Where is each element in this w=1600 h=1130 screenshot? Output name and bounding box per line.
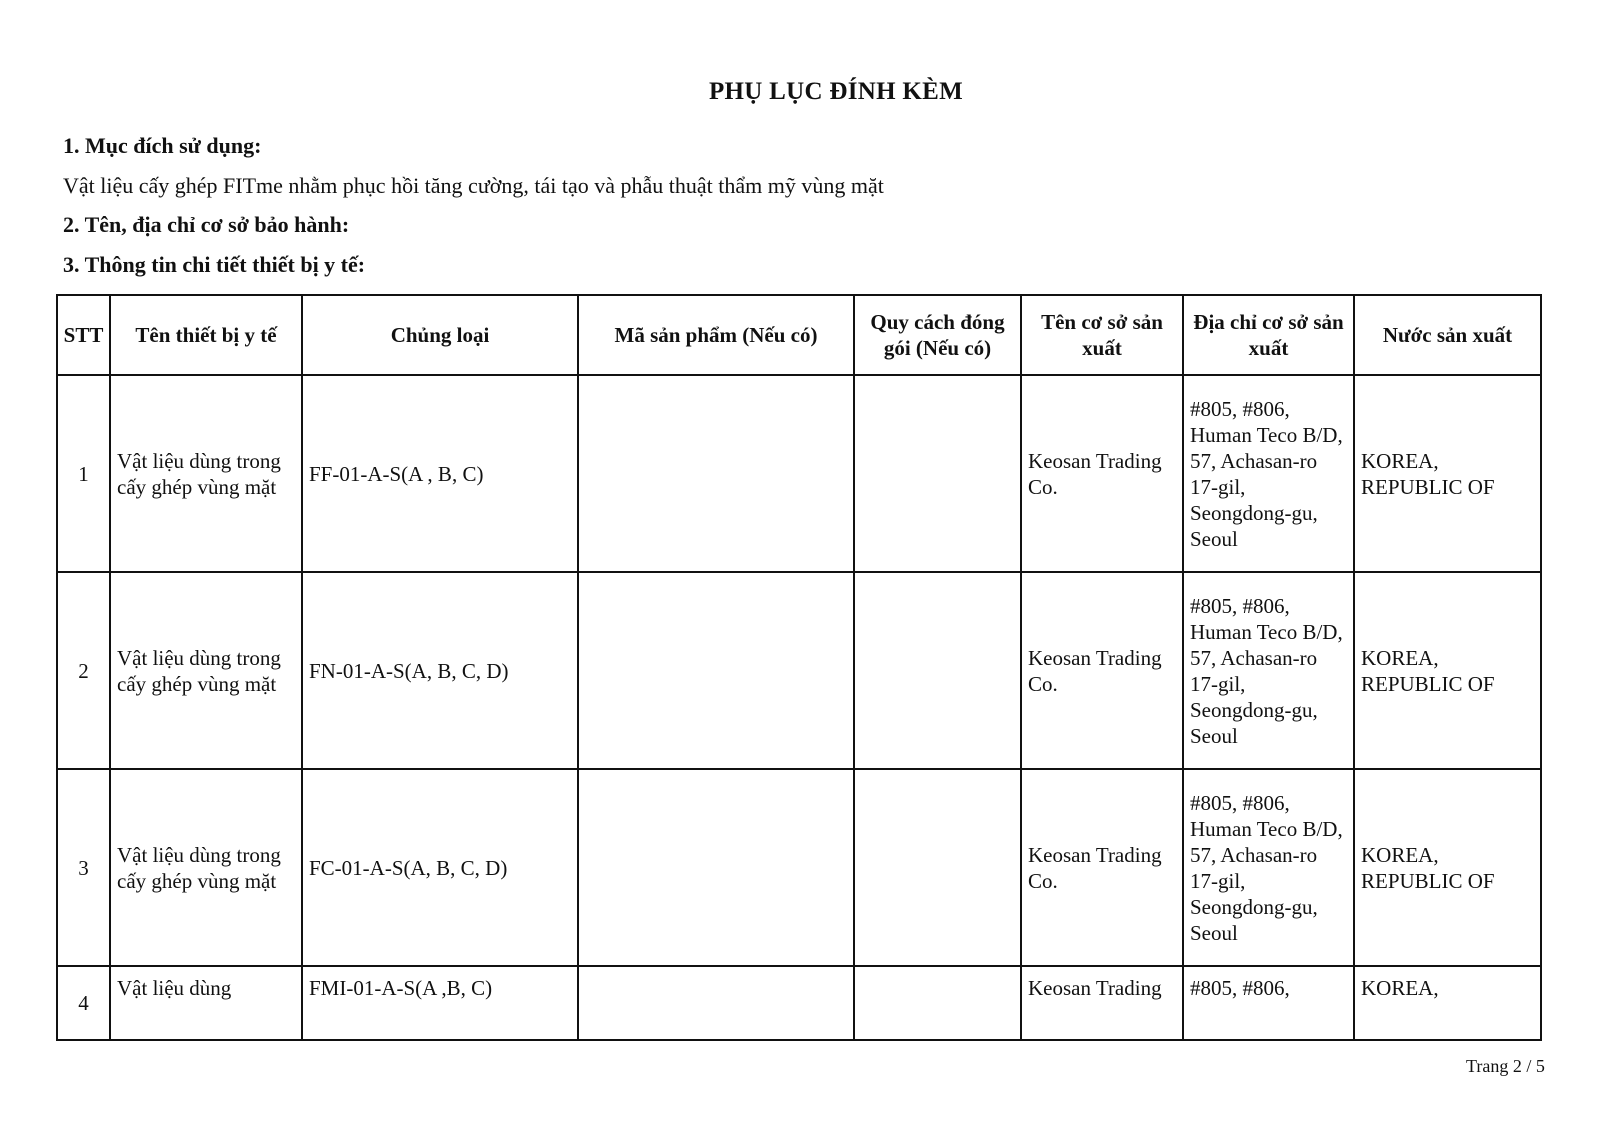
- cell-country: KOREA, REPUBLIC OF: [1354, 769, 1541, 966]
- table-row: [57, 769, 1541, 966]
- table-row: [57, 572, 1541, 769]
- cell-packaging: [854, 572, 1021, 769]
- device-table: [56, 294, 1542, 1041]
- purpose-text: Vật liệu cấy ghép FITme nhằm phục hồi tăng cường, tái tạo và phẫu thuật thẩm mỹ vùng mặt: [63, 173, 884, 198]
- cell-address: #805, #806,: [1183, 966, 1354, 1040]
- section-heading-device-details: 3. Thông tin chi tiết thiết bị y tế:: [63, 252, 366, 277]
- cell-device-name: Vật liệu dùng trong cấy ghép vùng mặt: [110, 572, 302, 769]
- cell-manufacturer: Keosan Trading Co.: [1021, 769, 1183, 966]
- cell-type: FMI-01-A-S(A ,B, C): [302, 966, 578, 1040]
- cell-manufacturer: Keosan Trading Co.: [1021, 572, 1183, 769]
- header-manufacturer: Tên cơ sở sản xuất: [1021, 295, 1183, 375]
- cell-device-name: Vật liệu dùng trong cấy ghép vùng mặt: [110, 769, 302, 966]
- table-row: [57, 966, 1541, 1040]
- cell-product-code: [578, 966, 854, 1040]
- cell-device-name: Vật liệu dùng: [110, 966, 302, 1040]
- header-stt: STT: [57, 295, 110, 375]
- cell-address: #805, #806, Human Teco B/D, 57, Achasan-ro 17-gil, Seongdong-gu, Seoul: [1183, 769, 1354, 966]
- cell-type: FN-01-A-S(A, B, C, D): [302, 572, 578, 769]
- cell-product-code: [578, 375, 854, 572]
- header-address: Địa chỉ cơ sở sản xuất: [1183, 295, 1354, 375]
- header-product-code: Mã sản phẩm (Nếu có): [578, 295, 854, 375]
- cell-stt: 1: [57, 375, 110, 572]
- cell-manufacturer: Keosan Trading Co.: [1021, 375, 1183, 572]
- cell-product-code: [578, 572, 854, 769]
- cell-stt: 4: [57, 966, 110, 1040]
- header-country: Nước sản xuất: [1354, 295, 1541, 375]
- cell-country: KOREA,: [1354, 966, 1541, 1040]
- page-title: PHỤ LỤC ĐÍNH KÈM: [708, 78, 964, 105]
- cell-country: KOREA, REPUBLIC OF: [1354, 375, 1541, 572]
- header-packaging: Quy cách đóng gói (Nếu có): [854, 295, 1021, 375]
- cell-stt: 3: [57, 769, 110, 966]
- cell-device-name: Vật liệu dùng trong cấy ghép vùng mặt: [110, 375, 302, 572]
- header-type: Chủng loại: [302, 295, 578, 375]
- cell-product-code: [578, 769, 854, 966]
- cell-type: FF-01-A-S(A , B, C): [302, 375, 578, 572]
- cell-country: KOREA, REPUBLIC OF: [1354, 572, 1541, 769]
- page-number: Trang 2 / 5: [1466, 1056, 1545, 1076]
- cell-stt: 2: [57, 572, 110, 769]
- table-header-row: [57, 295, 1541, 375]
- cell-packaging: [854, 375, 1021, 572]
- cell-manufacturer: Keosan Trading: [1021, 966, 1183, 1040]
- cell-packaging: [854, 769, 1021, 966]
- header-device-name: Tên thiết bị y tế: [110, 295, 302, 375]
- cell-type: FC-01-A-S(A, B, C, D): [302, 769, 578, 966]
- cell-address: #805, #806, Human Teco B/D, 57, Achasan-ro 17-gil, Seongdong-gu, Seoul: [1183, 572, 1354, 769]
- cell-packaging: [854, 966, 1021, 1040]
- section-heading-warranty: 2. Tên, địa chỉ cơ sở bảo hành:: [63, 212, 350, 237]
- cell-address: #805, #806, Human Teco B/D, 57, Achasan-ro 17-gil, Seongdong-gu, Seoul: [1183, 375, 1354, 572]
- table-row: [57, 375, 1541, 572]
- section-heading-purpose: 1. Mục đích sử dụng:: [63, 133, 262, 158]
